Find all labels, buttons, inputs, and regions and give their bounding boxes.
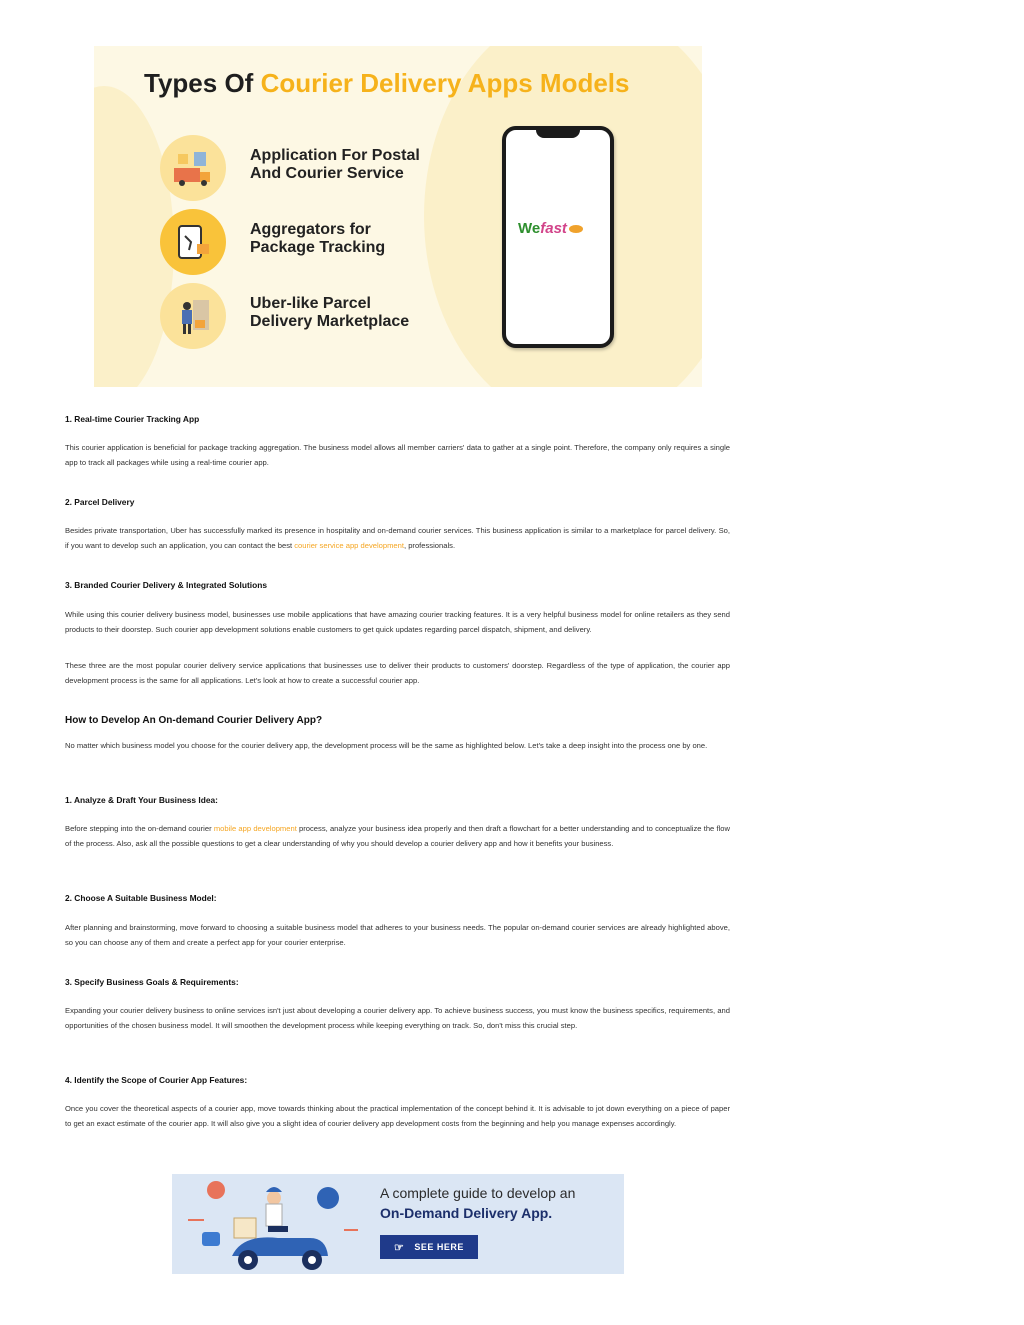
step-heading: 2. Choose A Suitable Business Model: <box>65 893 217 903</box>
cta-banner[interactable] <box>172 1174 624 1274</box>
tracking-icon <box>160 209 226 275</box>
section-heading: 1. Real-time Courier Tracking App <box>65 414 200 424</box>
model-postal <box>160 135 560 201</box>
model-tracking <box>160 209 560 275</box>
section-heading: 3. Branded Courier Delivery & Integrated Solutions <box>65 580 267 590</box>
step-heading: 4. Identify the Scope of Courier App Features: <box>65 1075 248 1085</box>
section-heading: 2. Parcel Delivery <box>65 497 135 507</box>
paragraph: Before stepping into the on-demand courier mobile app development process, analyze your business idea properly and then draft a flowchart for a better understanding and to conceptualize the flow of the process. Also, ask all the possible questions to get a clear understanding of why you should develop a courier delivery app and how it benefits your business. <box>65 824 731 848</box>
paragraph: While using this courier delivery business model, businesses use mobile applications that have amazing courier tracking features. It is a very helpful business model for online retailers as they send products to their doorstep. Such courier app development solutions enable customers to get quick updates regarding parcel dispatch, shipment, and delivery. <box>65 610 730 634</box>
step-heading: 3. Specify Business Goals & Requirements: <box>65 977 239 987</box>
see-here-label: SEE HERE <box>414 1242 464 1252</box>
paragraph: Besides private transportation, Uber has successfully marked its presence in hospitality and on-demand courier services. This business application is similar to a marketplace for parcel delivery. So, if you want to develop such an application, you can contact the best courier service app development, professionals. <box>65 526 730 550</box>
pointing-hand-icon: ☞ <box>394 1241 405 1254</box>
hero-title-accent: Courier Delivery Apps Models <box>260 68 630 98</box>
step-heading: 1. Analyze & Draft Your Business Idea: <box>65 795 218 805</box>
phone-mockup <box>502 126 614 348</box>
cta-line2: On-Demand Delivery App. <box>380 1205 553 1221</box>
courier-service-link[interactable]: courier service app development <box>294 541 404 550</box>
scooter-courier-icon <box>182 1178 362 1272</box>
hero-banner <box>94 46 702 387</box>
mobile-app-link[interactable]: mobile app development <box>213 824 297 833</box>
marketplace-icon <box>160 283 226 349</box>
box-icon <box>569 225 583 233</box>
model-label: Uber-like Parcel Delivery Marketplace <box>250 295 410 330</box>
paragraph: No matter which business model you choose for the courier delivery app, the development process will be the same as highlighted below. Let's take a deep insight into the process one by one. <box>65 741 708 750</box>
wefast-logo: Wefast <box>518 220 583 237</box>
model-label: Application For Postal And Courier Service <box>250 147 420 182</box>
paragraph: After planning and brainstorming, move forward to choosing a suitable business model that adheres to your business needs. The popular on-demand courier services are already highlighted above, so you can choose any of them and create a perfect app for your courier enterprise. <box>65 923 730 947</box>
paragraph: Once you cover the theoretical aspects of a courier app, move towards thinking about the practical implementation of the concept behind it. It is advisable to jot down everything on a piece of paper to get an exact estimate of the courier app. It will also give you a slight idea of courier delivery app development costs from the beginning and help you manage expenses accordingly. <box>65 1104 730 1128</box>
paragraph: This courier application is beneficial for package tracking aggregation. The business model allows all member carriers' data to gather at a single point. Therefore, the company only requires a single app to track all packages while using a real-time courier app. <box>65 443 730 467</box>
phone-notch <box>536 130 580 138</box>
see-here-button[interactable] <box>380 1235 478 1259</box>
hero-title <box>144 68 629 99</box>
paragraph: These three are the most popular courier delivery service applications that businesses use to deliver their products to customers' doorstep. Regardless of the type of application, the courier app development process is the same for all applications. Let's look at how to create a successful courier app. <box>65 661 730 685</box>
paragraph: Expanding your courier delivery business to online services isn't just about developing a courier delivery app. To achieve business success, you must know the business specifics, requirements, and opportunities of the chosen business model. It will smoothen the development process while keeping everything on track. So, don't miss this crucial step. <box>65 1006 730 1030</box>
model-label: Aggregators for Package Tracking <box>250 221 386 256</box>
cta-line1: A complete guide to develop an <box>380 1185 576 1201</box>
hero-title-plain: Types Of <box>144 68 254 98</box>
postal-icon <box>160 135 226 201</box>
model-marketplace <box>160 283 560 349</box>
section-title: How to Develop An On-demand Courier Delivery App? <box>65 715 323 726</box>
